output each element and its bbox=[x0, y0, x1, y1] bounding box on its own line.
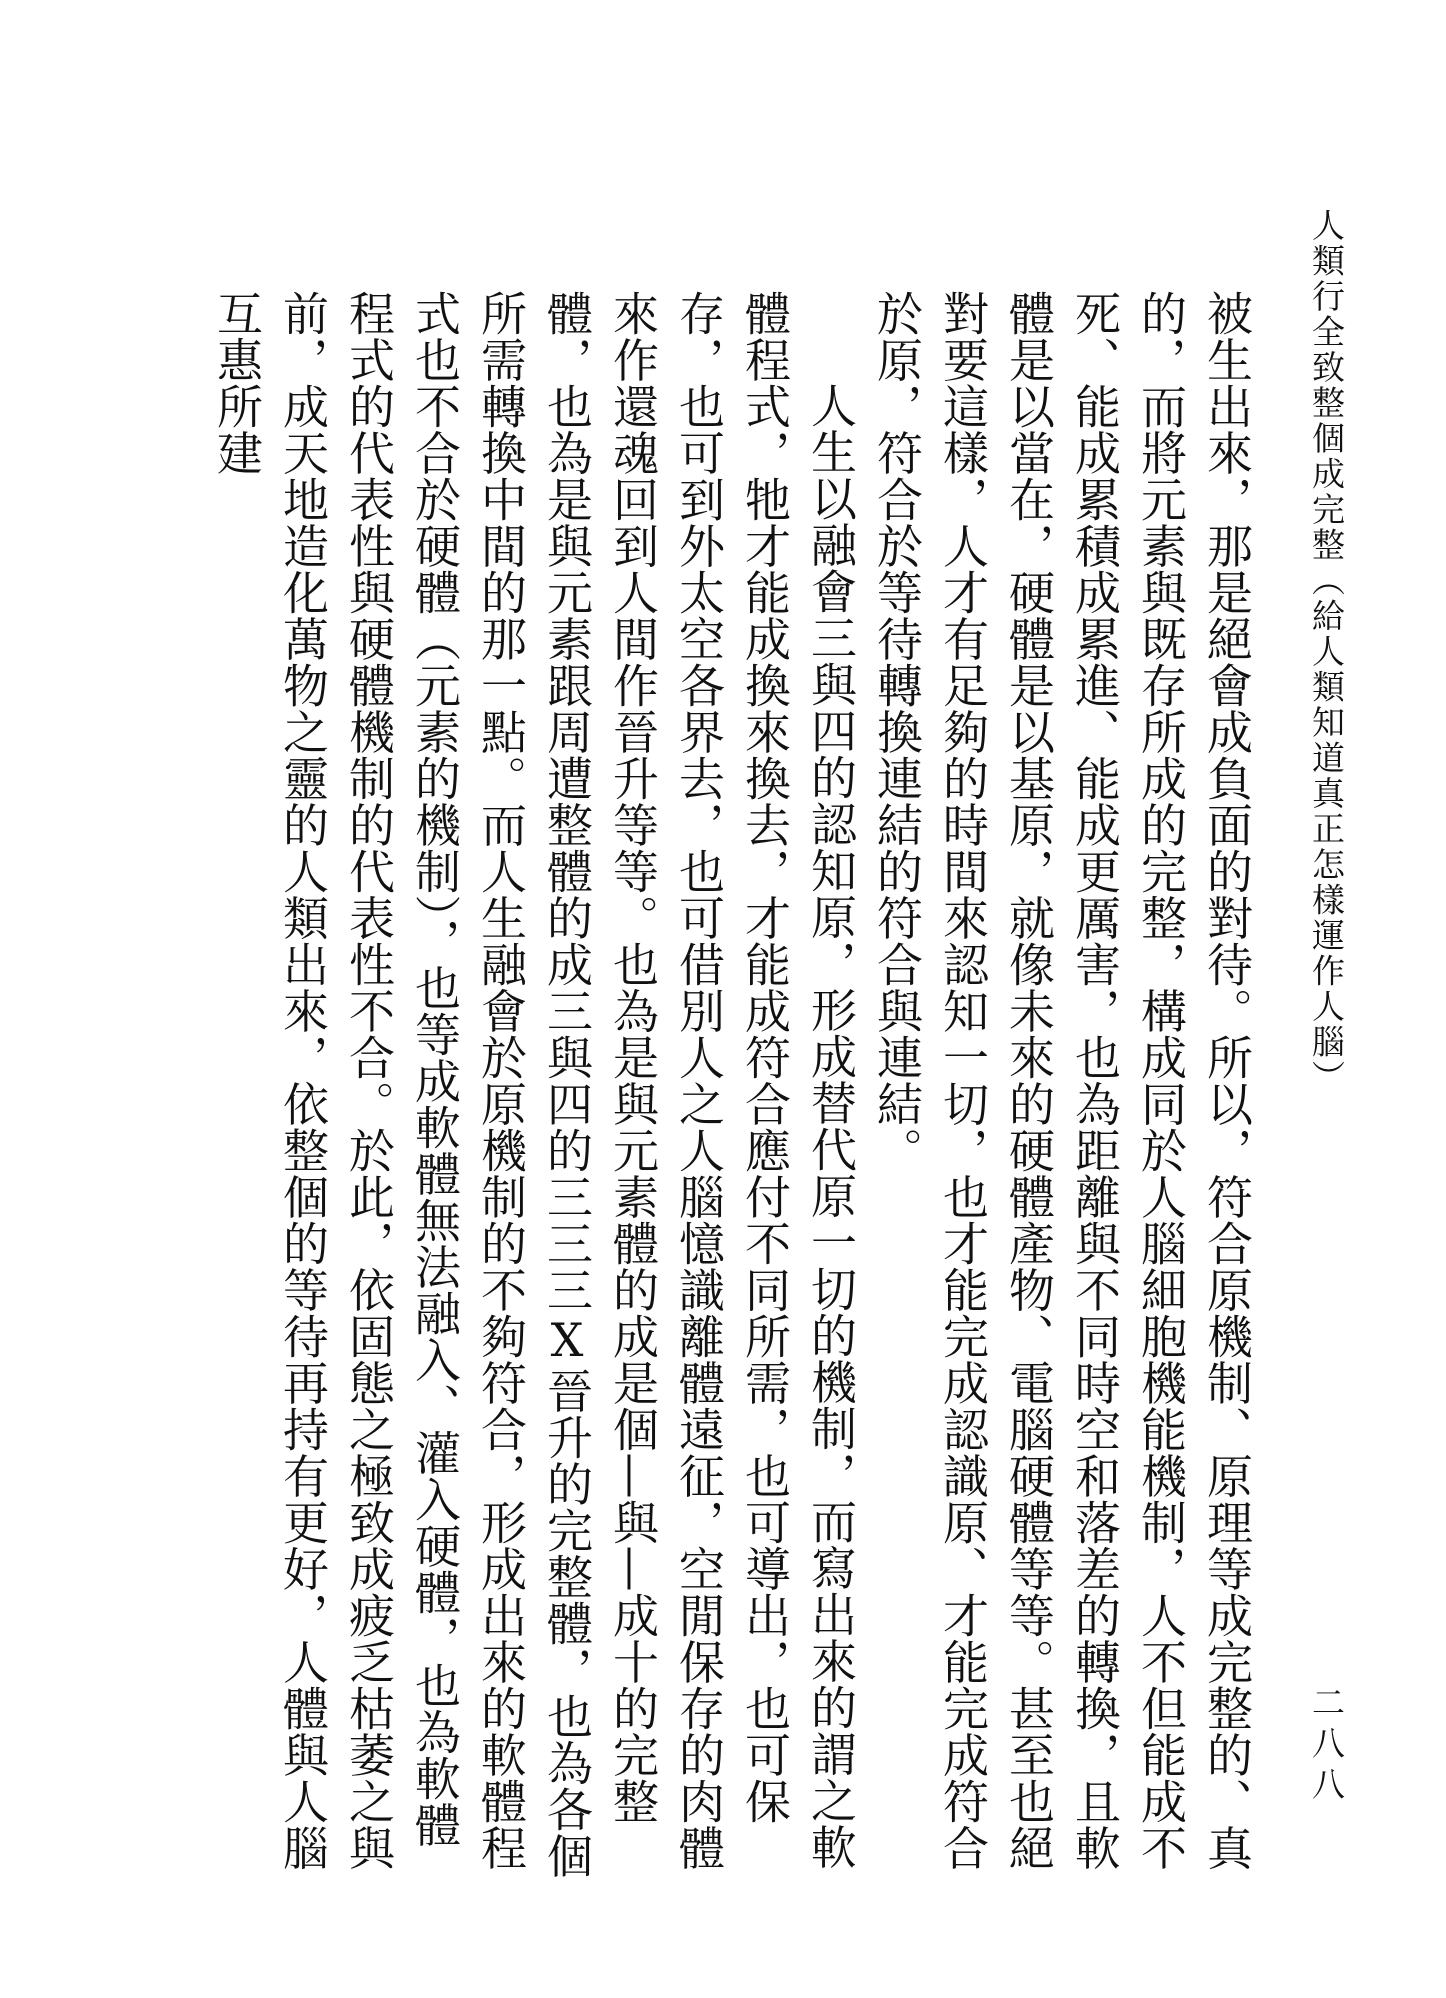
running-header-title: 人類行全致整個成完整（給人類知道真正怎樣運作人腦） bbox=[1307, 208, 1346, 1096]
page-number: 二八八 bbox=[1307, 1685, 1346, 1808]
body-text bbox=[180, 290, 1260, 1890]
paragraph-2: 人生以融會三與四的認知原，形成替代原一切的機制，而寫出來的謂之軟體程式，牠才能成換來換去，才能成符合應付不同所需，也可導出，也可保存，也可到外太空各界去，也可借別人之人腦憶識離體遠征，空閒保存的肉體來作還魂回到人間作晉升等等。也為是與元素體的成是個—與—成十的完整體，也為是與元素跟周遭整體的成三與四的三三三Ⅹ晉升的完整體，也為各個所需轉換中間的那一點。而人生融會於原機制的不夠符合，形成出來的軟體程式也不合於硬體（元素的機制），也等成軟體無法融入、灌入硬體，也為軟體程式的代表性與硬體機制的代表性不合。於此，依固態之極致成疲乏枯萎之與前，成天地造化萬物之靈的人類出來，依整個的等待再持有更好，人體與人腦互惠所建 bbox=[210, 290, 858, 1879]
paragraph-1: 被生出來，那是絕會成負面的對待。所以，符合原機制、原理等成完整的、真的，而將元素與既存所成的完整，構成同於人腦細胞機能機制，人不但能成不死、能成累積成累進、能成更厲害，也為距離與不同時空和落差的轉換，且軟體是以當在，硬體是以基原，就像未來的硬體產物、電腦硬體等等。甚至也絕對要這樣，人才有足夠的時間來認知一切，也才能完成認識原、才能完成符合於原，符合於等待轉換連結的符合與連結。 bbox=[870, 290, 1254, 1871]
